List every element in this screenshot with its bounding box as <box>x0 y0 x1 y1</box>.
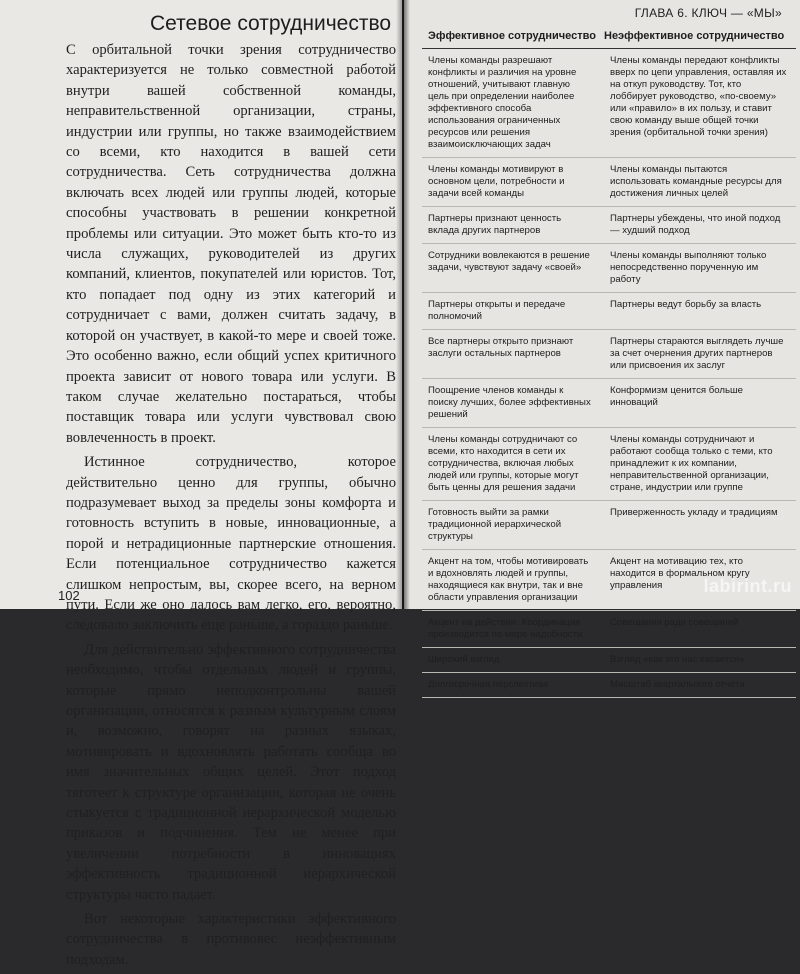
cell-ineffective: Акцент на мотивацию тех, кто находится в формальном кругу управления <box>610 556 750 591</box>
body-text <box>66 40 396 974</box>
cell-effective: Члены команды разрешают конфликты и различия на уровне отношений, учитывают главную цель при определении наиболее эффективного способа использования ограниченных ресурсов или решения взаимоисключающих задач <box>428 55 577 150</box>
table-row <box>422 158 796 207</box>
cell-ineffective: Партнеры убеждены, что иной подход — худший подход <box>610 213 781 236</box>
cell-effective: Акцент на действии. Координация производится по мере надобности <box>428 617 583 640</box>
comparison-table <box>422 30 796 698</box>
table-row <box>422 207 796 244</box>
cell-effective: Долгосрочная перспектива <box>428 679 549 690</box>
cell-ineffective: Члены команды сотрудничают и работают сообща только с теми, кто принадлежит к их компании, неправительственной организации, стране, индустрии или группе <box>610 434 773 493</box>
left-page <box>0 0 402 968</box>
cell-ineffective: Масштаб квартального отчета <box>610 679 745 690</box>
cell-effective: Поощрение членов команды к поиску лучших, более эффективных решений <box>428 385 591 420</box>
cell-ineffective: Приверженность укладу и традициям <box>610 507 778 518</box>
table-row <box>422 330 796 379</box>
cell-ineffective: Члены команды выполняют только непосредственно порученную им работу <box>610 250 767 285</box>
cell-ineffective: Конформизм ценится больше инноваций <box>610 385 743 408</box>
cell-ineffective: Совещания ради совещаний <box>610 617 739 628</box>
cell-effective: Все партнеры открыто признают заслуги остальных партнеров <box>428 336 574 359</box>
table-body <box>422 49 796 698</box>
book-gutter <box>396 0 410 609</box>
cell-effective: Члены команды мотивируют в основном цели, потребности и задачи всей команды <box>428 164 565 199</box>
table-row <box>422 244 796 293</box>
table-row <box>422 648 796 673</box>
table-row <box>422 49 796 158</box>
cell-effective: Акцент на том, чтобы мотивировать и вдохновлять людей и группы, находящиеся как внутри, так и вне области управления организации <box>428 556 589 603</box>
paragraph-1: С орбитальной точки зрения сотрудничество характеризуется не только совместной работой внутри вашей собственной команды, неправительственной организации, страны, индустрии или группы, но также взаимодействием со всеми, кто находится в вашей сети сотрудничества. Сеть сотрудничества должна включать всех людей или группы людей, которые способны участвовать в решении конкретной проблемы или ситуации. Это может быть кто-то из числа служащих, руководителей из других компаний, клиентов, покупателей или юристов. Тот, кто попадает под одну из этих категорий и сотрудничает с вами, должен считать задачу, в которой он участвует, в какой-то мере и своей тоже. Это особенно важно, если общий успех критичного проекта зависит от нового товара или услуги. В таком случае желательно постараться, чтобы поставщик товара или услуги чувствовал свою вовлеченность в проект. <box>66 42 396 446</box>
watermark-logo: labirint.ru <box>703 576 792 596</box>
running-head: ГЛАВА 6. КЛЮЧ — «МЫ» <box>634 6 782 20</box>
cell-ineffective: Партнеры стараются выглядеть лучше за счет очернения других партнеров или присвоения их заслуг <box>610 336 784 371</box>
cell-effective: Сотрудники вовлекаются в решение задачи, чувствуют задачу «своей» <box>428 250 590 273</box>
table-row <box>422 293 796 330</box>
header-ineffective: Неэффективное сотрудничество <box>604 30 785 42</box>
cell-effective: Партнеры открыты и передаче полномочий <box>428 299 566 322</box>
cell-effective: Партнеры признают ценность вклада других партнеров <box>428 213 562 236</box>
page-number: 102 <box>58 588 80 603</box>
paragraph-4: Вот некоторые характеристики эффективного сотрудничества в противовес неэффективным подходам. <box>66 911 396 968</box>
cell-ineffective: Партнеры ведут борьбу за власть <box>610 299 762 310</box>
table-row <box>422 501 796 550</box>
cell-ineffective: Члены команды пытаются использовать командные ресурсы для достижения личных целей <box>610 164 782 199</box>
paragraph-3: Для действительно эффективного сотрудничества необходимо, чтобы отдельных людей и группы, которые прямо неподконтрольны вашей организации, относятся к разным культурным слоям и, возможно, говорят на разных языках, мотивировать и вдохновлять работать сообща во имя значительных общих целей. Этот подход тяготеет к структуре организации, которая не очень стыкуется с традиционной иерархической моделью приказов и подчинения. Тем не менее при увеличении потребности в инновациях эффективность традиционной иерархической структуры часто падает. <box>66 641 396 903</box>
cell-effective: Готовность выйти за рамки традиционной иерархической структуры <box>428 507 562 542</box>
cell-effective: Широкий взгляд <box>428 654 500 665</box>
header-effective: Эффективное сотрудничество <box>428 30 596 42</box>
paragraph-2: Истинное сотрудничество, которое действительно ценно для группы, обычно подразумевает выход за пределы зоны комфорта и готовность вступить в новые, инновационные, а порой и нетрадиционные партнерские отношения. Если потенциальное сотрудничество кажется слишком непростым, вы, скорее всего, на верном пути. Если же оно далось вам легко, его, вероятно, следовало заключить еще раньше, а гораздо раньше. <box>66 454 396 634</box>
table-row <box>422 611 796 648</box>
table-row <box>422 379 796 428</box>
right-page <box>404 0 800 690</box>
cell-ineffective: Взгляд «как это нас касается» <box>610 654 745 665</box>
cell-ineffective: Члены команды передают конфликты вверх по цепи управления, оставляя их на откуп руководству. Тот, кто лоббирует руководство, «по-своему» или «правило» в их пользу, и ставит свою команду выше общей точки зрения (орбитальной точки зрения) <box>610 55 787 138</box>
table-row <box>422 673 796 698</box>
section-title: Сетевое сотрудничество <box>150 12 392 35</box>
table-row <box>422 428 796 501</box>
cell-effective: Члены команды сотрудничают со всеми, кто находится в сети их сотрудничества, включая любых людей или группы, которые могут быть ценны для решения задачи <box>428 434 579 493</box>
table-header <box>422 30 796 49</box>
